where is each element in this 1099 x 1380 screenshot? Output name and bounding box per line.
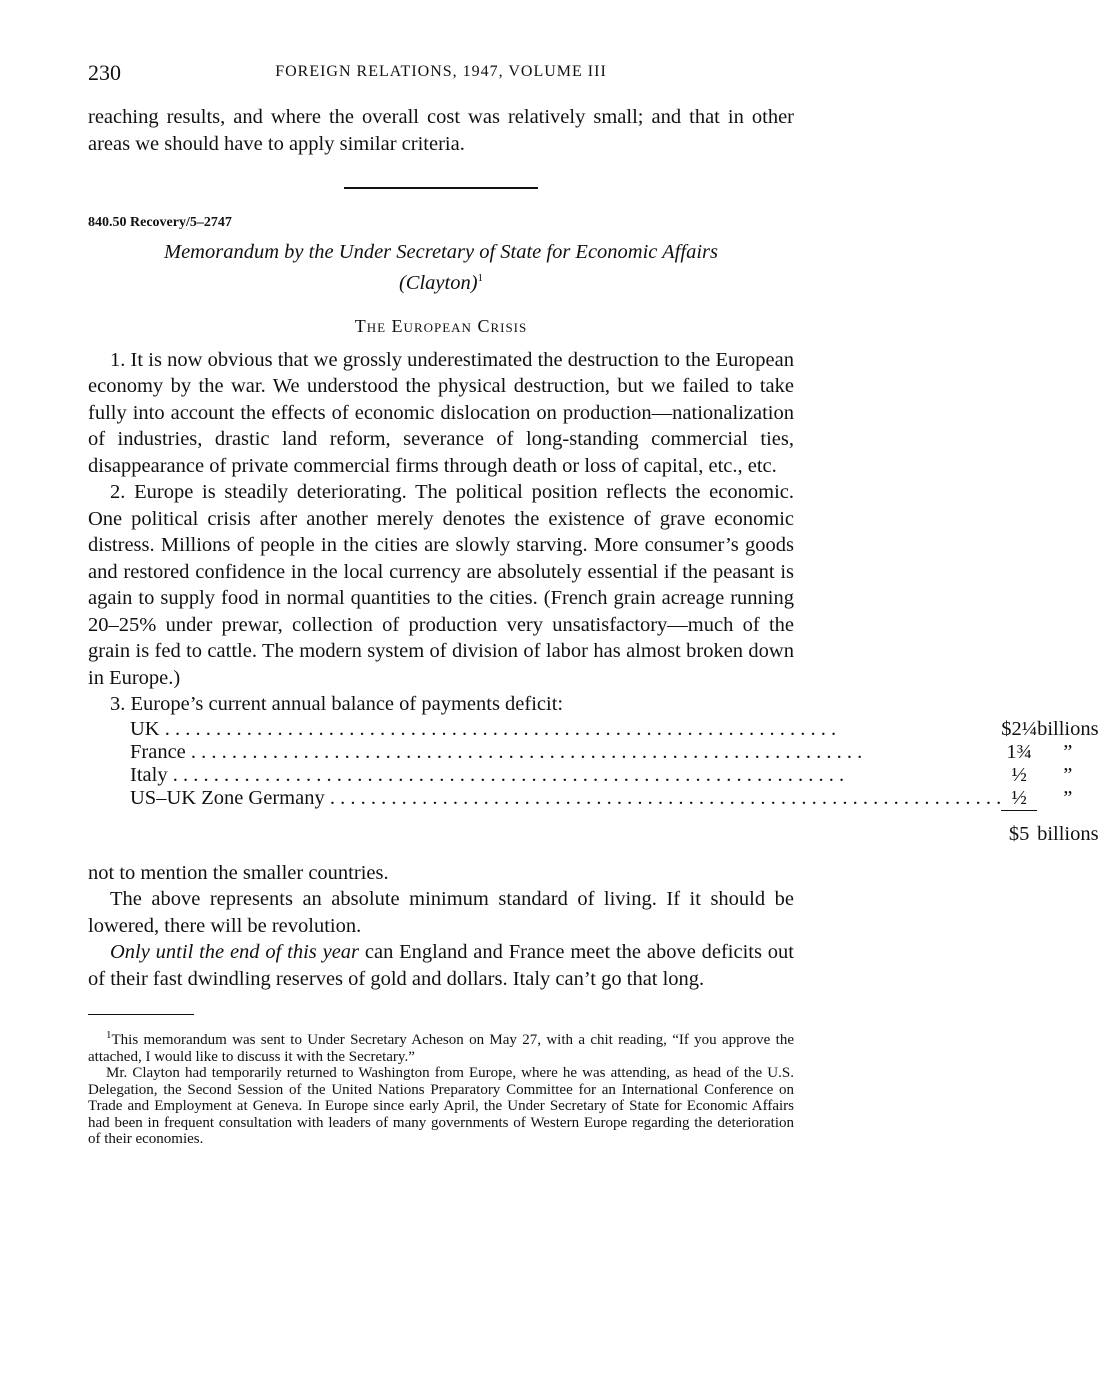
amount-cell: $2¼ [1001,717,1038,740]
footnote-1-text: This memorandum was sent to Under Secretary Acheson on May 27, with a chit reading, “If you approve the attached, I would like to discuss it with the Secretary.” [88,1032,794,1065]
document-title-author: (Clayton) [398,271,478,294]
unit-cell: ” [1063,740,1073,763]
paragraph-standard-of-living: The above represents an absolute minimum standard of living. If it should be lowered, there will be revolution. [88,888,794,937]
unit-cell: ” [1063,763,1073,786]
table-row [130,741,1099,764]
amount-cell: ½ [1011,786,1027,809]
page-number: 230 [88,60,121,85]
footnote-1 [88,1027,794,1065]
paragraph-only-until-rest: can England and France meet the above deficits out of their fast dwindling reserves of gold and dollars. Italy can’t go that long. [88,941,794,990]
section-divider [344,187,538,189]
country-cell: UK . . . [130,718,1001,741]
document-title [88,239,794,296]
emphasis-text: Only until the end of this year [110,941,360,964]
footnote-divider [88,1014,194,1015]
country-cell: France . . . [130,741,1001,764]
footnote-marker: 1 [106,1029,112,1042]
table-row [130,764,1099,787]
paragraph-3-intro: 3. Europe’s current annual balance of payments deficit: [110,693,564,716]
paragraph-only-until [88,939,794,992]
unit-cell: billions [1037,717,1099,740]
footnote-1-continued: Mr. Clayton had temporarily returned to Washington from Europe, where he was attending, as head of the U.S. Delegation, the Second Session of the United Nations Preparatory Committee for an International Conference on Trade and Employment at Geneva. In Europe since early April, the Under Secretary of State for Economic Affairs had been in frequent consultation with leaders of many governments of Western Europe regarding the deterioration of their economies. [88,1065,794,1148]
continuation-paragraph: reaching results, and where the overall cost was relatively small; and that in other areas we should have to apply similar criteria. [88,106,794,155]
total-row [130,810,1099,846]
total-unit: billions [1037,822,1099,845]
paragraph-1: 1. It is now obvious that we grossly underestimated the destruction to the European economy by the war. We understood the physical destruction, but we failed to take fully into account the effects of economic dislocation on production—nationalization of industries, drastic land reform, severance of long-standing commercial ties, disappearance of private commercial firms through death or loss of capital, etc., etc. [88,348,794,477]
amount-cell: ½ [1011,763,1027,786]
paragraph-2: 2. Europe is steadily deteriorating. The political position reflects the economic. One political crisis after another merely denotes the existence of grave economic distress. Millions of people in the cities are slowly starving. More consumer’s goods and restored confidence in the local currency are absolutely essential if the peasant is again to supply food in normal quantities to the cities. (French grain acreage running 20–25% under prewar, collection of production very unsatisfactory—much of the grain is fed to cattle. The modern system of division of labor has almost broken down in Europe.) [88,481,794,689]
footnote-ref: 1 [477,272,484,284]
paragraph-smaller-countries: not to mention the smaller countries. [88,861,389,884]
page-header [88,60,794,90]
country-cell: US–UK Zone Germany . . . [130,787,1001,811]
total-spacer [130,810,1001,846]
table-row [130,787,1099,811]
country-cell: Italy . . . [130,764,1001,787]
table-row [130,718,1099,741]
document-title-line2 [88,265,794,296]
document-id: 840.50 Recovery/5–2747 [88,215,232,230]
document-page [88,60,1099,1148]
running-head: FOREIGN RELATIONS, 1947, VOLUME III [275,63,607,80]
amount-cell: 1¾ [1006,740,1032,763]
deficit-table [130,718,1099,846]
unit-cell: ” [1063,787,1073,810]
total-amount: $5 [1001,810,1037,846]
document-title-line1: Memorandum by the Under Secretary of State for Economic Affairs [164,241,718,263]
section-title: The European Crisis [354,315,528,336]
